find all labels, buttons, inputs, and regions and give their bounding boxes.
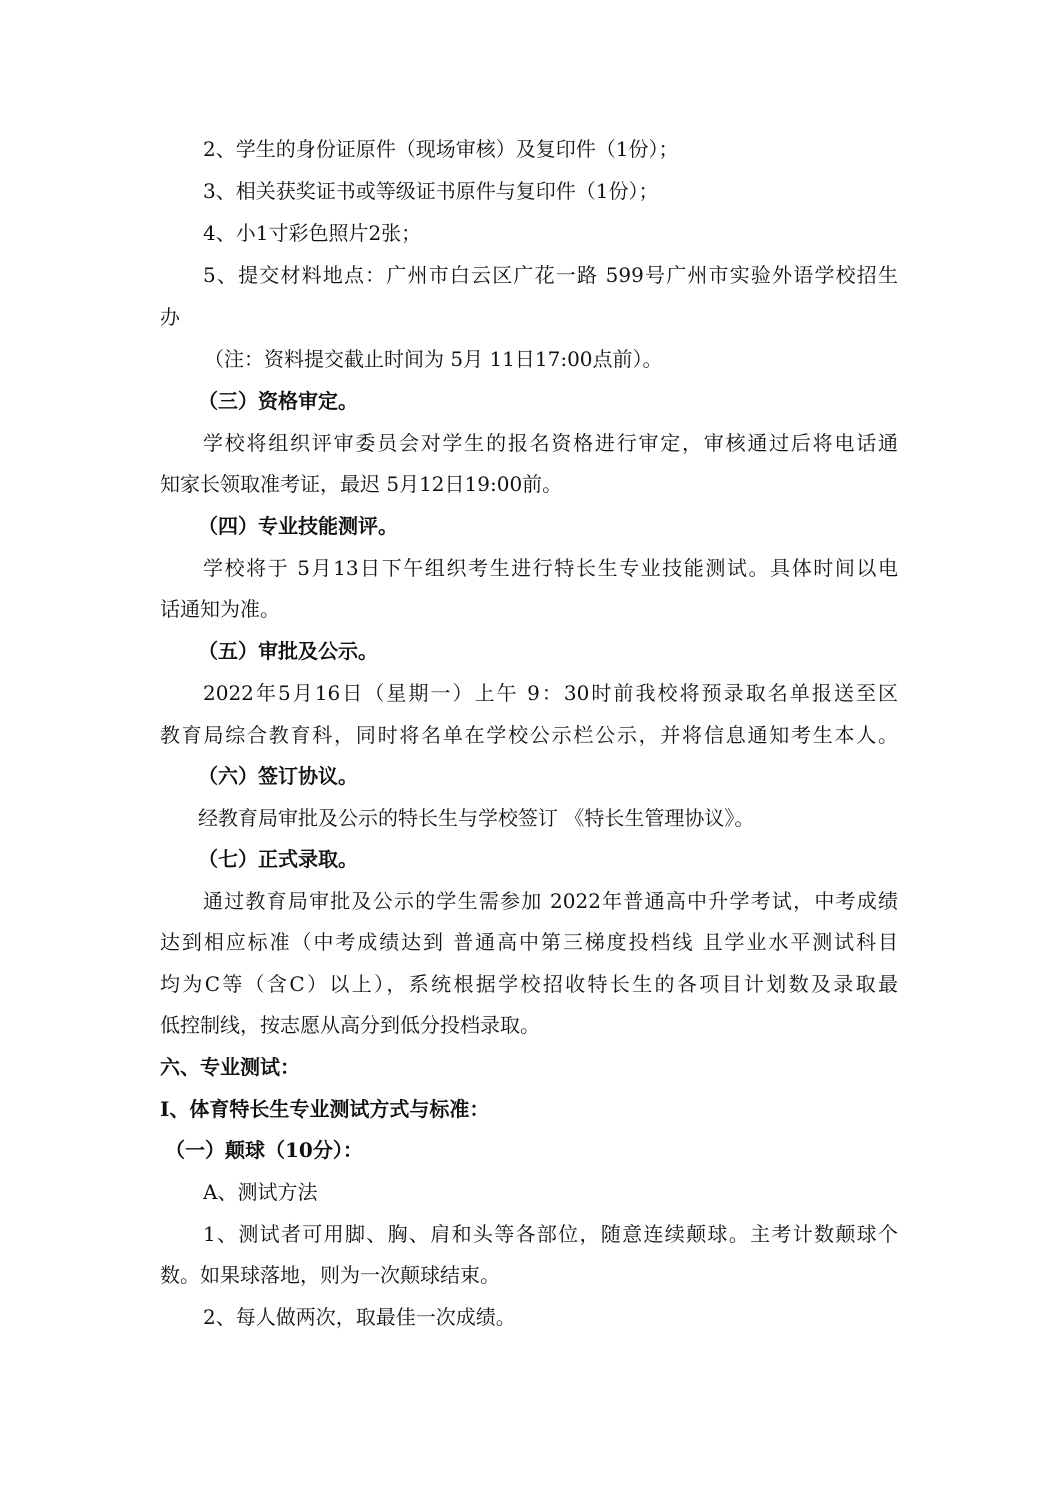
text-line: 经教育局审批及公示的特长生与学校签订 《特长生管理协议》。 [198, 806, 755, 830]
section-heading: （四）专业技能测评。 [198, 514, 398, 538]
text-line: 办 [160, 305, 180, 329]
section-heading: 六、专业测试： [160, 1055, 300, 1079]
text-line: 学校将于 5月13日下午组织考生进行特长生专业技能测试。具体时间以电 [203, 556, 898, 580]
text-line: 达到相应标准（中考成绩达到 普通高中第三梯度投档线 且学业水平测试科目 [160, 930, 898, 954]
text-line: 1、测试者可用脚、胸、肩和头等各部位，随意连续颠球。主考计数颠球个 [203, 1222, 898, 1246]
text-line: 学校将组织评审委员会对学生的报名资格进行审定，审核通过后将电话通 [203, 431, 898, 455]
text-line: 5、提交材料地点：广州市白云区广花一路 599号广州市实验外语学校招生 [203, 263, 898, 287]
text-line: 2、学生的身份证原件（现场审核）及复印件（1份）； [203, 137, 679, 161]
text-line: 4、小1寸彩色照片2张； [203, 221, 422, 245]
section-heading: （六）签订协议。 [198, 764, 358, 788]
section-heading: （五）审批及公示。 [198, 639, 378, 663]
section-heading: （一）颠球（10分）： [165, 1138, 363, 1162]
text-line: 教育局综合教育科，同时将名单在学校公示栏公示，并将信息通知考生本人。 [160, 723, 898, 747]
text-line: 话通知为准。 [160, 597, 280, 621]
text-line: 3、相关获奖证书或等级证书原件与复印件（1份）； [203, 179, 659, 203]
text-line: 知家长领取准考证，最迟 5月12日19:00前。 [160, 472, 563, 496]
section-heading: （三）资格审定。 [198, 389, 358, 413]
text-line: 2、每人做两次，取最佳一次成绩。 [203, 1305, 516, 1329]
text-line: 通过教育局审批及公示的学生需参加 2022年普通高中升学考试，中考成绩 [203, 889, 898, 913]
text-line: 低控制线，按志愿从高分到低分投档录取。 [160, 1013, 540, 1037]
section-heading: （七）正式录取。 [198, 847, 358, 871]
text-line: 数。如果球落地，则为一次颠球结束。 [160, 1263, 500, 1287]
note-line: （注：资料提交截止时间为 5月 11日17:00点前）。 [204, 347, 663, 371]
text-line: 2022年5月16日（星期一）上午 9：30时前我校将预录取名单报送至区 [203, 681, 898, 705]
text-line: A、测试方法 [203, 1180, 318, 1204]
section-heading: I、体育特长生专业测试方式与标准： [160, 1097, 490, 1121]
text-line: 均为C等（含C）以上），系统根据学校招收特长生的各项目计划数及录取最 [160, 972, 898, 996]
